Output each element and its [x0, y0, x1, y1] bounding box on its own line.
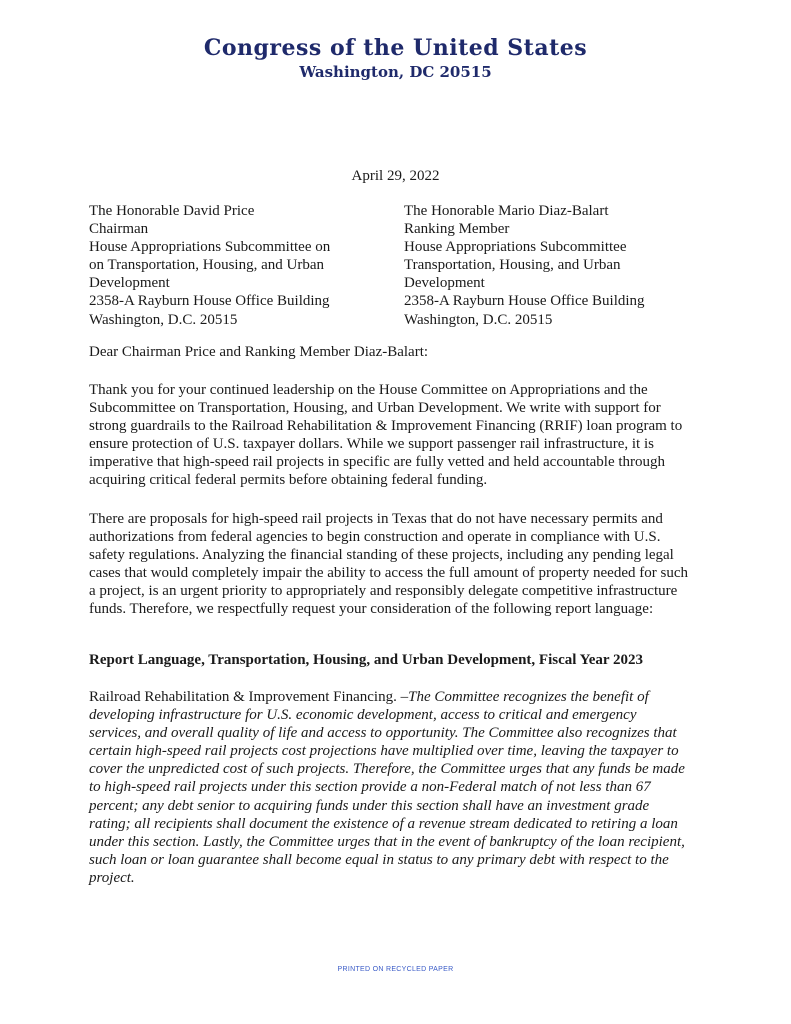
report-body: The Committee recognizes the benefit of developing infrastructure for U.S. economic development, access to critical and emergency services, and overall quality of life and access to opportunity. The Committee also recognizes that certain high-speed rail projects cost projections have multiplied over time, leaving the taxpayer to cover the unpredicted cost of such projects. Therefore, the Committee urges that any funds be made to high-speed rail projects under this section provide a non-Federal match of not less than 67 percent; any debt senior to acquiring funds under this section shall have an investment grade rating; all recipients shall document the existence of a revenue stream dedicated to retiring a loan under this section. Lastly, the Committee urges that in the event of bankruptcy of the loan recipient, such loan or loan guarantee shall become equal in status to any primary debt with respect to the project. — [89, 689, 685, 886]
address-line: The Honorable David Price — [89, 203, 255, 219]
address-line: Development — [404, 275, 485, 292]
letterhead-title: Congress of the United States — [203, 35, 588, 61]
body-paragraph: There are proposals for high-speed rail projects in Texas that do not have necessary permits and authorizations from federal agencies to begin construction and operate in compliance with U.S. safety regulations. Analyzing the financial standing of these projects, including any pending legal cases that would completely impair the ability to access the full amount of property needed for such a project, is an urgent priority to appropriately and responsibly delegate competitive infrastructure funds. Therefore, we respectfully request your consideration of the following report language: — [89, 511, 688, 618]
report-paragraph — [89, 688, 689, 887]
address-line: Washington, D.C. 20515 — [89, 311, 238, 328]
recipient-address-right — [404, 202, 645, 329]
body-paragraph: Thank you for your continued leadership on the House Committee on Appropriations and the Subcommittee on Transportation, Housing, and Urban Development. We write with support for strong guardrails to the Railroad Rehabilitation & Improvement Financing (RRIF) loan program to ensure protection of U.S. taxpayer dollars. While we support passenger rail infrastructure, it is imperative that high-speed rail projects in specific are fully vetted and held accountable through acquiring critical federal permits before obtaining federal funding. — [89, 382, 683, 489]
report-lead: Railroad Rehabilitation & Improvement Financing. – — [89, 689, 409, 705]
salutation: Dear Chairman Price and Ranking Member Diaz-Balart: — [89, 344, 429, 360]
address-line: House Appropriations Subcommittee on — [89, 239, 331, 256]
recycled-paper-footer: PRINTED ON RECYCLED PAPER — [337, 966, 454, 973]
letter-date: April 29, 2022 — [351, 168, 440, 184]
recipient-address-left — [89, 202, 330, 329]
address-line: Washington, D.C. 20515 — [404, 311, 553, 328]
address-line: 2358-A Rayburn House Office Building — [89, 293, 330, 310]
letterhead-location: Washington, DC 20515 — [299, 63, 492, 81]
letterhead — [0, 34, 791, 82]
report-heading: Report Language, Transportation, Housing, and Urban Development, Fiscal Year 2023 — [89, 652, 644, 668]
address-line: Transportation, Housing, and Urban — [404, 257, 621, 274]
address-line: Chairman — [89, 221, 149, 238]
address-line: The Honorable Mario Diaz-Balart — [404, 203, 609, 219]
address-line: House Appropriations Subcommittee — [404, 239, 627, 256]
address-line: Development — [89, 275, 170, 292]
address-line: on Transportation, Housing, and Urban — [89, 257, 324, 274]
address-line: Ranking Member — [404, 221, 510, 238]
address-line: 2358-A Rayburn House Office Building — [404, 293, 645, 310]
